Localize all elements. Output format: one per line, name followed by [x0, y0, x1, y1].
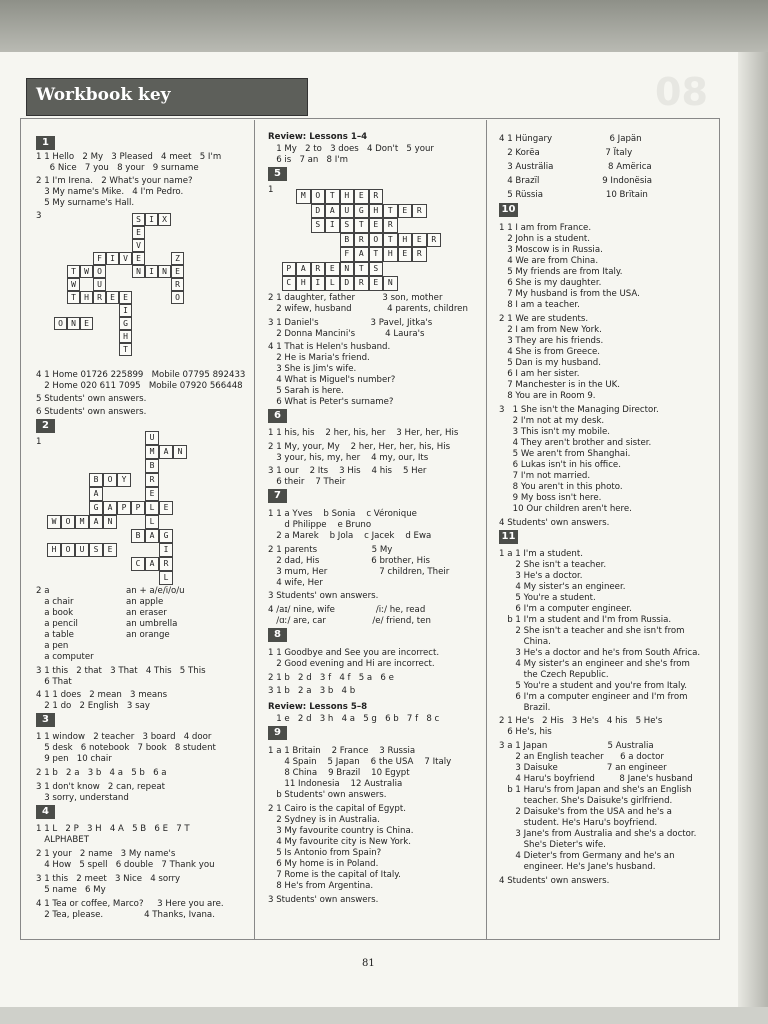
answer-line: 4 Spain 5 Japan 6 the USA 7 Italy [268, 757, 452, 767]
crossword-cell: M [145, 445, 159, 459]
answer-line: 5 Is Antonio from Spain? [268, 848, 382, 858]
answer-line: an umbrella [126, 619, 178, 629]
crossword-cell: R [412, 204, 427, 219]
answer-line: 4 Students' own answers. [499, 518, 610, 528]
answer-line: 6 She is my daughter. [499, 278, 602, 288]
crossword-cell: N [158, 265, 171, 278]
answer-line: b 1 Haru's from Japan and she's an English [499, 785, 692, 795]
crossword-cell: E [369, 218, 384, 233]
crossword-cell: O [93, 265, 106, 278]
crossword-cell: S [369, 262, 384, 277]
answer-line: 6 their 7 Their [268, 477, 346, 487]
answer-line: 3 This isn't my mobile. [499, 427, 610, 437]
crossword-cell: O [61, 515, 75, 529]
exercise-number: 6 [268, 409, 287, 423]
crossword-cell: T [383, 204, 398, 219]
answer-line: 2 1 b 2 a 3 b 4 a 5 b 6 a [36, 768, 167, 778]
answer-line: 6 Lukas isn't in his office. [499, 460, 621, 470]
answer-line: 4 wife, Her [268, 578, 323, 588]
crossword-cell: M [75, 515, 89, 529]
review-heading: Review: Lessons 5–8 [268, 702, 368, 712]
exercise-number: 2 [36, 419, 55, 433]
answer-line: 4 1 Hüngary 6 Japän [499, 134, 642, 144]
crossword-cell: W [47, 515, 61, 529]
answer-line: 8 I am a teacher. [499, 300, 580, 310]
crossword-cell: R [93, 291, 106, 304]
answer-line: 5 You're a student and you're from Italy. [499, 681, 688, 691]
crossword-cell: H [47, 543, 61, 557]
crossword-cell: T [67, 265, 80, 278]
answer-line: 1 a 1 Britain 2 France 3 Russia [268, 746, 416, 756]
crossword-cell: R [383, 218, 398, 233]
crossword-cell: G [89, 501, 103, 515]
crossword-cell: G [159, 529, 173, 543]
crossword-cell: E [398, 247, 413, 262]
crossword-cell: T [354, 262, 369, 277]
answer-line: 2 Good evening and Hi are incorrect. [268, 659, 435, 669]
answer-line: 3 Moscow is in Russia. [499, 245, 603, 255]
crossword-cell: R [354, 276, 369, 291]
unit-number: 08 [655, 70, 708, 114]
crossword-cell: H [340, 189, 355, 204]
crossword-cell: S [311, 218, 326, 233]
crossword-cell: S [89, 543, 103, 557]
answer-line: a pen [36, 641, 69, 651]
crossword-cell: B [89, 473, 103, 487]
answer-line: 2 Home 020 611 7095 Mobile 07920 566448 [36, 381, 243, 391]
exercise-number: 4 [36, 805, 55, 819]
answer-line: 3 1 don't know 2 can, repeat [36, 782, 166, 792]
crossword-cell: R [369, 189, 384, 204]
answer-line: 8 China 9 Brazil 10 Egypt [268, 768, 410, 778]
answer-line: 4 Brazïl 9 Indonësia [499, 176, 652, 186]
answer-line: 4 My sister's an engineer. [499, 582, 626, 592]
answer-line: 8 You are in Room 9. [499, 391, 596, 401]
crossword-cell: P [117, 501, 131, 515]
crossword-cell: F [93, 252, 106, 265]
crossword-cell: R [354, 233, 369, 248]
crossword-cell: I [159, 543, 173, 557]
answer-line: 2 Sydney is in Australia. [268, 815, 380, 825]
answer-line: Brazil. [499, 703, 551, 713]
crossword-cell: W [67, 278, 80, 291]
crossword-cell: O [369, 233, 384, 248]
answer-line: 3 [36, 211, 42, 221]
exercise-number: 9 [268, 726, 287, 740]
answer-line: student. He's Haru's boyfriend. [499, 818, 658, 828]
crossword-cell: B [340, 233, 355, 248]
answer-line: /ɑː/ are, car /e/ friend, ten [268, 616, 431, 626]
crossword-cell: A [145, 557, 159, 571]
answer-line: 2 dad, His 6 brother, His [268, 556, 430, 566]
answer-line: 3 She is Jim's wife. [268, 364, 357, 374]
answer-line: China. [499, 637, 551, 647]
answer-line: 3 Daisuke 7 an engineer [499, 763, 667, 773]
answer-line: 3 sorry, understand [36, 793, 129, 803]
answer-line: 1 1 L 2 P 3 H 4 A 5 B 6 E 7 T [36, 824, 190, 834]
crossword-cell: L [145, 515, 159, 529]
answer-line: 6 is 7 an 8 I'm [268, 155, 349, 165]
answer-line: 1 1 his, his 2 her, his, her 3 Her, her, His [268, 428, 459, 438]
answer-line: 2 Donna Mancini's 4 Laura's [268, 329, 425, 339]
answer-line: 7 I'm not married. [499, 471, 591, 481]
crossword-cell: H [369, 204, 384, 219]
answer-line: 2 1 b 2 d 3 f 4 f 5 a 6 e [268, 673, 394, 683]
crossword-cell: O [54, 317, 67, 330]
crossword-cell: H [296, 276, 311, 291]
crossword-cell: D [311, 204, 326, 219]
answer-line: 4 1 Tea or coffee, Marco? 3 Here you are. [36, 899, 224, 909]
answer-line: 3 1 b 2 a 3 b 4 b [268, 686, 356, 696]
answer-line: 6 I'm a computer engineer and I'm from [499, 692, 688, 702]
answer-line: 3 They are his friends. [499, 336, 604, 346]
answer-line: 2 John is a student. [499, 234, 590, 244]
answer-line: an apple [126, 597, 164, 607]
crossword-cell: A [89, 515, 103, 529]
exercise-number: 10 [499, 203, 518, 217]
crossword-cell: H [80, 291, 93, 304]
crossword-cell: E [103, 543, 117, 557]
answer-line: 3 a 1 Japan 5 Australia [499, 741, 654, 751]
answer-line: 1 1 Hello 2 My 3 Pleased 4 meet 5 I'm [36, 152, 222, 162]
answer-line: 1 My 2 to 3 does 4 Don't 5 your [268, 144, 434, 154]
exercise-number: 7 [268, 489, 287, 503]
crossword-cell: R [311, 262, 326, 277]
answer-line: 4 My sister's an engineer and she's from [499, 659, 690, 669]
answer-line: 3 your, his, my, her 4 my, our, Its [268, 453, 429, 463]
answer-line: 2 He is Maria's friend. [268, 353, 370, 363]
answer-line: 6 What is Peter's surname? [268, 397, 394, 407]
crossword-cell: Y [117, 473, 131, 487]
crossword-cell: N [340, 262, 355, 277]
crossword-cell: E [159, 501, 173, 515]
crossword-cell: N [103, 515, 117, 529]
crossword-cell: N [67, 317, 80, 330]
crossword-cell: E [80, 317, 93, 330]
scan-bottom-band [0, 1007, 768, 1024]
answer-line: 4 /aɪ/ nine, wife /iː/ he, read [268, 605, 426, 615]
crossword-cell: I [145, 213, 158, 226]
crossword-cell: B [131, 529, 145, 543]
crossword-cell: G [354, 204, 369, 219]
crossword-cell: E [132, 252, 145, 265]
answer-line: 5 desk 6 notebook 7 book 8 student [36, 743, 216, 753]
answer-line: 2 1 We are students. [499, 314, 589, 324]
answer-line: a table [36, 630, 74, 640]
answer-line: 8 You aren't in this photo. [499, 482, 623, 492]
exercise-number: 3 [36, 713, 55, 727]
crossword-cell: R [412, 247, 427, 262]
answer-line: 5 You're a student. [499, 593, 596, 603]
answer-line: 5 My surname's Hall. [36, 198, 135, 208]
column-divider-1 [254, 120, 255, 940]
crossword-cell: D [340, 276, 355, 291]
answer-line: 5 Rüssia 10 Brïtain [499, 190, 648, 200]
crossword-cell: C [282, 276, 297, 291]
crossword-cell: I [311, 276, 326, 291]
crossword-cell: P [131, 501, 145, 515]
answer-line: 3 Jane's from Australia and she's a doctor. [499, 829, 697, 839]
crossword-cell: O [171, 291, 184, 304]
crossword-cell: A [89, 487, 103, 501]
answer-line: 3 1 She isn't the Managing Director. [499, 405, 659, 415]
crossword-cell: R [171, 278, 184, 291]
crossword-cell: M [296, 189, 311, 204]
answer-line: a chair [36, 597, 74, 607]
answer-line: 3 He's a doctor and he's from South Africa. [499, 648, 701, 658]
crossword-cell: E [354, 189, 369, 204]
crossword-cell: E [145, 487, 159, 501]
answer-line: 4 Haru's boyfriend 8 Jane's husband [499, 774, 693, 784]
crossword-cell: B [145, 459, 159, 473]
answer-line: 4 1 Home 01726 225899 Mobile 07795 892433 [36, 370, 246, 380]
answer-line: 2 She isn't a teacher. [499, 560, 607, 570]
exercise-number: 11 [499, 530, 518, 544]
page-edge-shadow [738, 52, 768, 1007]
answer-line: an eraser [126, 608, 167, 618]
crossword-cell: H [119, 330, 132, 343]
answer-line: 1 1 window 2 teacher 3 board 4 door [36, 732, 212, 742]
crossword-cell: E [369, 276, 384, 291]
answer-line: 2 1 do 2 English 3 say [36, 701, 150, 711]
crossword-cell: F [340, 247, 355, 262]
answer-line: 2 Korëa 7 Ïtaly [499, 148, 633, 158]
answer-line: a computer [36, 652, 94, 662]
answer-line: teacher. She's Daisuke's girlfriend. [499, 796, 673, 806]
answer-line: 4 1 That is Helen's husband. [268, 342, 391, 352]
answer-line: 1 e 2 d 3 h 4 a 5 g 6 b 7 f 8 c [268, 714, 440, 724]
crossword-cell: T [383, 233, 398, 248]
answer-line: 2 a [36, 586, 50, 596]
header-title: Workbook key [36, 85, 171, 105]
answer-line: 3 Students' own answers. [268, 895, 379, 905]
crossword-cell: H [398, 233, 413, 248]
answer-line: 7 Rome is the capital of Italy. [268, 870, 401, 880]
crossword-cell: A [103, 501, 117, 515]
crossword-cell: E [106, 291, 119, 304]
answer-line: 11 Indonesia 12 Australia [268, 779, 403, 789]
exercise-number: 5 [268, 167, 287, 181]
crossword-cell: L [325, 276, 340, 291]
answer-line: 5 name 6 My [36, 885, 106, 895]
answer-line: 2 Daisuke's from the USA and he's a [499, 807, 672, 817]
answer-line: 2 I am from New York. [499, 325, 602, 335]
crossword-cell: W [80, 265, 93, 278]
answer-line: 5 We aren't from Shanghai. [499, 449, 631, 459]
answer-line: 5 Sarah is here. [268, 386, 344, 396]
answer-line: 6 Students' own answers. [36, 407, 147, 417]
answer-line: 7 My husband is from the USA. [499, 289, 640, 299]
answer-line: 1 1 a Yves b Sonia c Véronique [268, 509, 417, 519]
crossword-cell: I [145, 265, 158, 278]
crossword-cell: U [75, 543, 89, 557]
answer-line: 2 I'm not at my desk. [499, 416, 605, 426]
answer-line: engineer. He's Jane's husband. [499, 862, 656, 872]
crossword-cell: U [93, 278, 106, 291]
answer-line: 10 Our children aren't here. [499, 504, 632, 514]
answer-line: 2 1 He's 2 His 3 He's 4 his 5 He's [499, 716, 663, 726]
crossword-cell: Z [171, 252, 184, 265]
crossword-cell: R [159, 557, 173, 571]
answer-line: 4 She is from Greece. [499, 347, 600, 357]
answer-line: 2 1 I'm Irena. 2 What's your name? [36, 176, 193, 186]
answer-line: 3 mum, Her 7 children, Their [268, 567, 450, 577]
crossword-cell: E [325, 262, 340, 277]
answer-line: 2 1 parents 5 My [268, 545, 393, 555]
answer-line: She's Dieter's wife. [499, 840, 606, 850]
answer-line: 1 [36, 437, 42, 447]
answer-line: d Philippe e Bruno [268, 520, 372, 530]
crossword-cell: L [159, 571, 173, 585]
crossword-cell: V [132, 239, 145, 252]
crossword-cell: T [119, 343, 132, 356]
answer-line: b Students' own answers. [268, 790, 387, 800]
answer-line: 4 How 5 spell 6 double 7 Thank you [36, 860, 215, 870]
crossword-cell: A [145, 529, 159, 543]
crossword-cell: A [325, 204, 340, 219]
answer-line: 5 Students' own answers. [36, 394, 147, 404]
answer-line: 6 I'm a computer engineer. [499, 604, 632, 614]
crossword-cell: V [119, 252, 132, 265]
crossword-cell: N [132, 265, 145, 278]
crossword-cell: S [132, 213, 145, 226]
answer-line: the Czech Republic. [499, 670, 609, 680]
answer-line: 5 My friends are from Italy. [499, 267, 623, 277]
crossword-cell: I [325, 218, 340, 233]
crossword-cell: C [131, 557, 145, 571]
crossword-cell: E [412, 233, 427, 248]
crossword-cell: H [383, 247, 398, 262]
answer-line: 6 Nice 7 you 8 your 9 surname [36, 163, 199, 173]
scan-top-band [0, 0, 768, 52]
answer-line: b 1 I'm a student and I'm from Russia. [499, 615, 672, 625]
answer-line: 6 I am her sister. [499, 369, 580, 379]
crossword-cell: S [340, 218, 355, 233]
answer-line: 4 We are from China. [499, 256, 599, 266]
answer-line: a pencil [36, 619, 78, 629]
crossword-cell: E [398, 204, 413, 219]
crossword-cell: N [173, 445, 187, 459]
answer-line: ALPHABET [36, 835, 89, 845]
answer-line: 2 She isn't a teacher and she isn't from [499, 626, 685, 636]
crossword-cell: G [119, 317, 132, 330]
answer-line: an orange [126, 630, 170, 640]
answer-line: 6 That [36, 677, 72, 687]
page-number: 81 [362, 958, 375, 969]
answer-line: 2 Tea, please. 4 Thanks, Ivana. [36, 910, 215, 920]
crossword-cell: E [119, 291, 132, 304]
answer-line: 3 1 our 2 Its 3 His 4 his 5 Her [268, 466, 427, 476]
answer-line: 4 My favourite city is New York. [268, 837, 411, 847]
answer-line: a book [36, 608, 74, 618]
crossword-cell: A [354, 247, 369, 262]
crossword-cell: L [145, 501, 159, 515]
answer-line: 7 Manchester is in the UK. [499, 380, 621, 390]
crossword-cell: E [132, 226, 145, 239]
answer-line: 3 Students' own answers. [268, 591, 379, 601]
crossword-cell: O [311, 189, 326, 204]
crossword-cell: P [282, 262, 297, 277]
answer-line: 3 He's a doctor. [499, 571, 583, 581]
crossword-cell: T [369, 247, 384, 262]
answer-line: 1 [268, 185, 274, 195]
answer-line: 4 They aren't brother and sister. [499, 438, 652, 448]
crossword-cell: O [103, 473, 117, 487]
crossword-cell: I [106, 252, 119, 265]
answer-line: 2 1 daughter, father 3 son, mother [268, 293, 443, 303]
crossword-cell: R [427, 233, 442, 248]
crossword-cell: T [325, 189, 340, 204]
answer-line: 3 Austrälia 8 Amërica [499, 162, 652, 172]
crossword-cell: I [119, 304, 132, 317]
answer-line: 2 a Marek b Jola c Jacek d Ewa [268, 531, 432, 541]
crossword-cell: N [383, 276, 398, 291]
crossword-cell: X [158, 213, 171, 226]
crossword-cell: U [145, 431, 159, 445]
exercise-number: 1 [36, 136, 55, 150]
answer-line: 6 He's, his [499, 727, 552, 737]
answer-line: 2 wifew, husband 4 parents, children [268, 304, 468, 314]
answer-line: 1 1 I am from France. [499, 223, 592, 233]
answer-line: 4 Dieter's from Germany and he's an [499, 851, 675, 861]
answer-line: 2 1 Cairo is the capital of Egypt. [268, 804, 406, 814]
answer-line: 4 Students' own answers. [499, 876, 610, 886]
crossword-cell: E [171, 265, 184, 278]
answer-line: 6 My home is in Poland. [268, 859, 379, 869]
answer-line: 2 an English teacher 6 a doctor [499, 752, 664, 762]
answer-line: 1 1 Goodbye and See you are incorrect. [268, 648, 440, 658]
answer-line: 9 pen 10 chair [36, 754, 112, 764]
answer-line: 3 My name's Mike. 4 I'm Pedro. [36, 187, 184, 197]
answer-line: 4 What is Miguel's number? [268, 375, 396, 385]
answer-line: 5 Dan is my husband. [499, 358, 601, 368]
answer-line: 9 My boss isn't here. [499, 493, 602, 503]
answer-line: an + a/e/i/o/u [126, 586, 185, 596]
crossword-cell: O [61, 543, 75, 557]
answer-line: 1 a 1 I'm a student. [499, 549, 583, 559]
crossword-cell: T [354, 218, 369, 233]
exercise-number: 8 [268, 628, 287, 642]
answer-line: 3 1 this 2 meet 3 Nice 4 sorry [36, 874, 181, 884]
answer-line: 4 1 1 does 2 mean 3 means [36, 690, 168, 700]
crossword-cell: U [340, 204, 355, 219]
answer-line: 3 1 this 2 that 3 That 4 This 5 This [36, 666, 206, 676]
answer-line: 2 1 My, your, My 2 her, Her, her, his, His [268, 442, 451, 452]
review-heading: Review: Lessons 1–4 [268, 132, 368, 142]
answer-line: 8 He's from Argentina. [268, 881, 374, 891]
crossword-cell: R [145, 473, 159, 487]
crossword-cell: A [159, 445, 173, 459]
crossword-cell: T [67, 291, 80, 304]
column-divider-2 [486, 120, 487, 940]
answer-line: 3 My favourite country is China. [268, 826, 414, 836]
section-header [26, 78, 308, 116]
answer-line: 2 1 your 2 name 3 My name's [36, 849, 176, 859]
crossword-cell: A [296, 262, 311, 277]
answer-line: 3 1 Daniel's 3 Pavel, Jitka's [268, 318, 433, 328]
